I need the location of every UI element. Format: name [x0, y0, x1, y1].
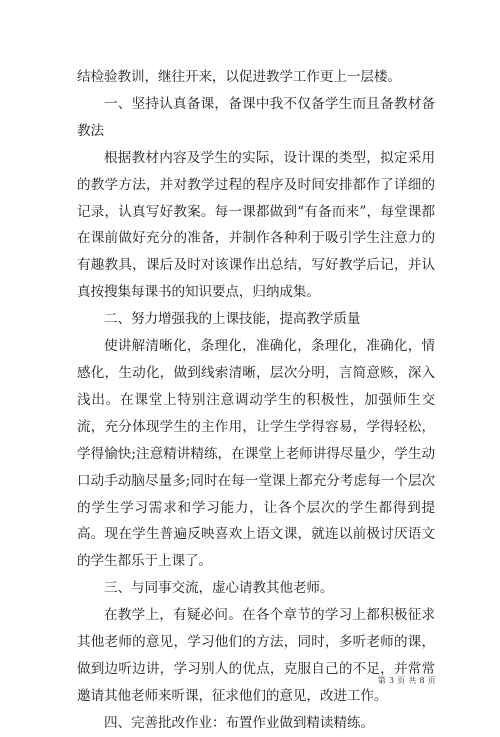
document-body: [77, 64, 435, 737]
paragraph-teaching-skills: 使讲解清晰化，条理化，准确化，条理化，准确化，情感化，生动化，做到线索清晰，层次分明，言简意赅，深入浅出。在课堂上特别注意调动学生的积极性，加强师生交流，充分体现学生的主作用，让学生学得容易，学得轻松，学得愉快;注意精讲精练，在课堂上老师讲得尽量少，学生动口动手动脑尽量多;同时在每一堂课上都充分考虑每一个层次的学生学习需求和学习能力，让各个层次的学生都得到提高。现在学生普遍反映喜欢上语文课，就连以前极讨厌语文的学生都乐于上课了。: [77, 338, 435, 570]
paragraph-lesson-prep: 根据教材内容及学生的实际，设计课的类型，拟定采用的教学方法，并对教学过程的程序及时间安排都作了详细的记录，认真写好教案。每一课都做到“有备而来”，每堂课都在课前做好充分的准备，并制作各种利于吸引学生注意力的有趣教具，课后及时对该课作出总结，写好教学后记，并认真按搜集每课书的知识要点，归纳成集。: [77, 149, 435, 301]
section-heading-1: 一、坚持认真备课，备课中我不仅备学生而且备教材备教法: [77, 95, 435, 139]
section-heading-2: 二、努力增强我的上课技能，提高教学质量: [104, 311, 361, 328]
paragraph-continuation: 结检验教训，继往开来，以促进教学工作更上一层楼。: [77, 69, 401, 85]
paragraph-colleague-exchange: 在教学上，有疑必问。在各个章节的学习上都积极征求其他老师的意见，学习他们的方法，同时，多听老师的课，做到边听边讲，学习别人的优点，克服自己的不足，并常常邀请其他老师来听课，征求他们的意见，改进工作。: [77, 607, 435, 704]
page-number-footer: 第 3 页 共 8 页: [377, 676, 436, 685]
section-heading-4: 四、完善批改作业：布置作业做到精读精练。: [104, 714, 374, 731]
section-heading-3: 三、与同事交流，虚心请教其他老师。: [104, 580, 334, 597]
